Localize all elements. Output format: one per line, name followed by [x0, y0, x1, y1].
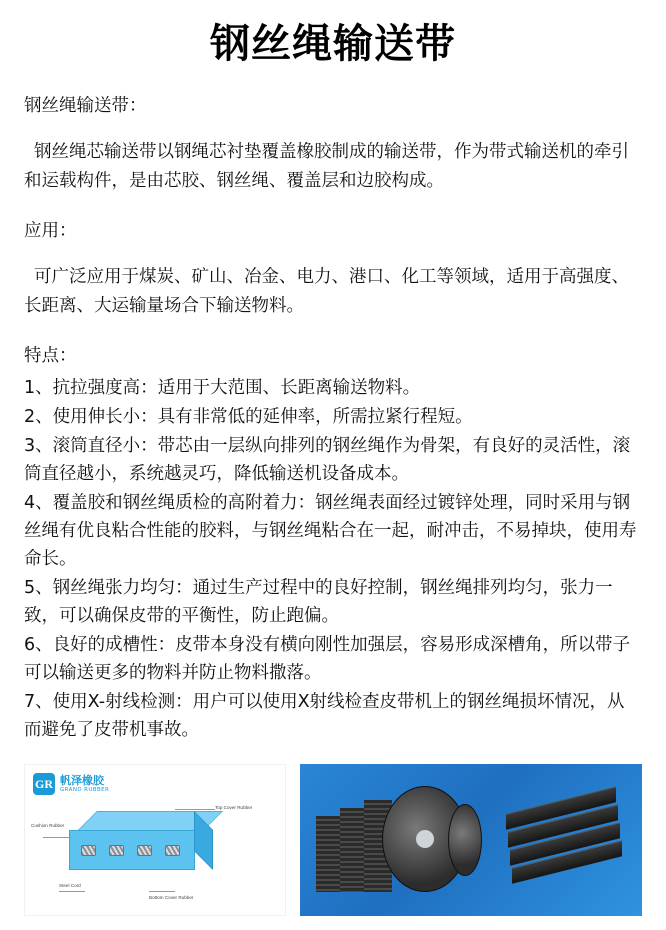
intro-paragraph: 钢丝绳芯输送带以钢绳芯衬垫覆盖橡胶制成的输送带，作为带式输送机的牵引和运载构件，是由芯胶、钢丝绳、覆盖层和边胶构成。 — [24, 142, 629, 191]
label-bottom-cover: Bottom Cover Rubber — [149, 895, 194, 900]
logo-mark-icon: GR — [33, 773, 55, 795]
image-row — [24, 764, 642, 916]
leader-line — [175, 809, 215, 810]
label-top-cover: Top Cover Rubber — [215, 805, 253, 810]
label-cushion-rubber: Cushion Rubber — [31, 823, 65, 828]
brand-logo — [33, 773, 109, 795]
spacer — [24, 251, 642, 263]
spacer — [24, 326, 642, 342]
belt-roll-face — [448, 804, 482, 876]
label-steel-cord: Steel Cord — [59, 883, 81, 888]
steel-cord-icon — [81, 845, 96, 856]
product-photo — [300, 764, 642, 916]
list-item: 7、使用X-射线检测：用户可以使用X射线检查皮带机上的钢丝绳损坏情况，从而避免了皮带机事故。 — [24, 692, 625, 741]
belt-isometric-shape — [69, 811, 219, 873]
list-item: 1、抗拉强度高：适用于大范围、长距离输送物料。 — [24, 378, 421, 399]
steel-cord-icon — [109, 845, 124, 856]
belt-rolls-group — [316, 778, 484, 902]
leader-line — [59, 891, 85, 892]
list-item: 5、钢丝绳张力均匀：通过生产过程中的良好控制，钢丝绳排列均匀，张力一致，可以确保皮带的平衡性，防止跑偏。 — [24, 578, 613, 627]
features-label: 特点： — [24, 346, 77, 367]
leader-line — [149, 891, 175, 892]
list-item: 4、覆盖胶和钢丝绳质检的高附着力：钢丝绳表面经过镀锌处理，同时采用与钢丝绳有优良粘合性能的胶料，与钢丝绳粘合在一起，耐冲击，不易掉块，使用寿命长。 — [24, 493, 637, 570]
belt-structure-diagram — [24, 764, 286, 916]
document-body — [24, 92, 642, 744]
intro-label: 钢丝绳输送带： — [24, 96, 147, 116]
logo-text-en: GRAND RUBBER — [60, 786, 110, 793]
belt-slabs-group — [506, 790, 628, 882]
list-item: 6、良好的成槽性：皮带本身没有横向刚性加强层，容易形成深槽角，所以带子可以输送更多的物料并防止物料撒落。 — [24, 635, 631, 684]
logo-text-cn: 帆泽橡胶 — [60, 774, 104, 788]
spacer — [24, 126, 642, 138]
features-list — [24, 374, 642, 744]
application-label: 应用： — [24, 221, 77, 242]
list-item: 2、使用伸长小：具有非常低的延伸率，所需拉紧行程短。 — [24, 407, 473, 428]
steel-cord-icon — [137, 845, 152, 856]
spacer — [24, 201, 642, 217]
roll-hub — [416, 830, 434, 848]
leader-line — [43, 837, 71, 838]
steel-cord-icon — [165, 845, 180, 856]
list-item: 3、滚筒直径小：带芯由一层纵向排列的钢丝绳作为骨架，有良好的灵活性，滚筒直径越小，系统越灵巧，降低输送机设备成本。 — [24, 436, 631, 485]
page-title: 钢丝绳输送带 — [210, 21, 456, 67]
application-paragraph: 可广泛应用于煤炭、矿山、冶金、电力、港口、化工等领域，适用于高强度、长距离、大运输量场合下输送物料。 — [24, 267, 629, 316]
